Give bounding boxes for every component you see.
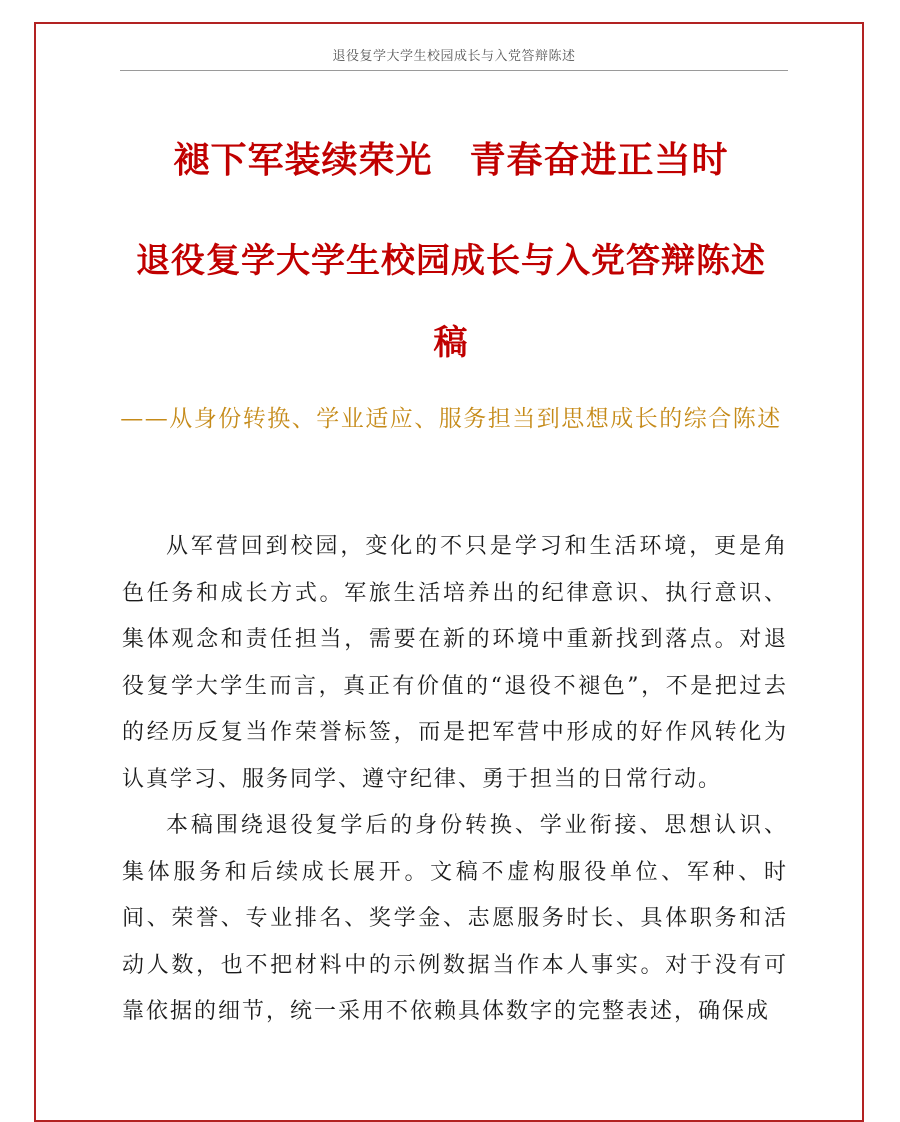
body-paragraph: 本稿围绕退役复学后的身份转换、学业衔接、思想认识、集体服务和后续成长展开。文稿不虚构服役单位、军种、时间、荣誉、专业排名、奖学金、志愿服务时长、具体职务和活动人数，也不把材料中的示例数据当作本人事实。对于没有可靠依据的细节，统一采用不依赖具体数字的完整表述，确保成 bbox=[122, 813, 788, 1024]
document-body bbox=[122, 524, 788, 1036]
body-paragraph: 从军营回到校园，变化的不只是学习和生活环境，更是角色任务和成长方式。军旅生活培养出的纪律意识、执行意识、集体观念和责任担当，需要在新的环境中重新找到落点。对退役复学大学生而言，真正有价值的“退役不褪色”，不是把过去的经历反复当作荣誉标签，而是把军营中形成的好作风转化为认真学习、服务同学、遵守纪律、勇于担当的日常行动。 bbox=[122, 534, 788, 792]
document-subtitle: ——从身份转换、学业适应、服务担当到思想成长的综合陈述 bbox=[120, 406, 782, 432]
running-header: 退役复学大学生校园成长与入党答辩陈述 bbox=[332, 49, 576, 64]
document-title: 褪下军装续荣光 青春奋进正当时 bbox=[173, 140, 729, 181]
document-subtitle-heading: 退役复学大学生校园成长与入党答辩陈述稿 bbox=[136, 241, 766, 363]
header-divider bbox=[120, 70, 788, 71]
page-frame bbox=[34, 22, 864, 1122]
